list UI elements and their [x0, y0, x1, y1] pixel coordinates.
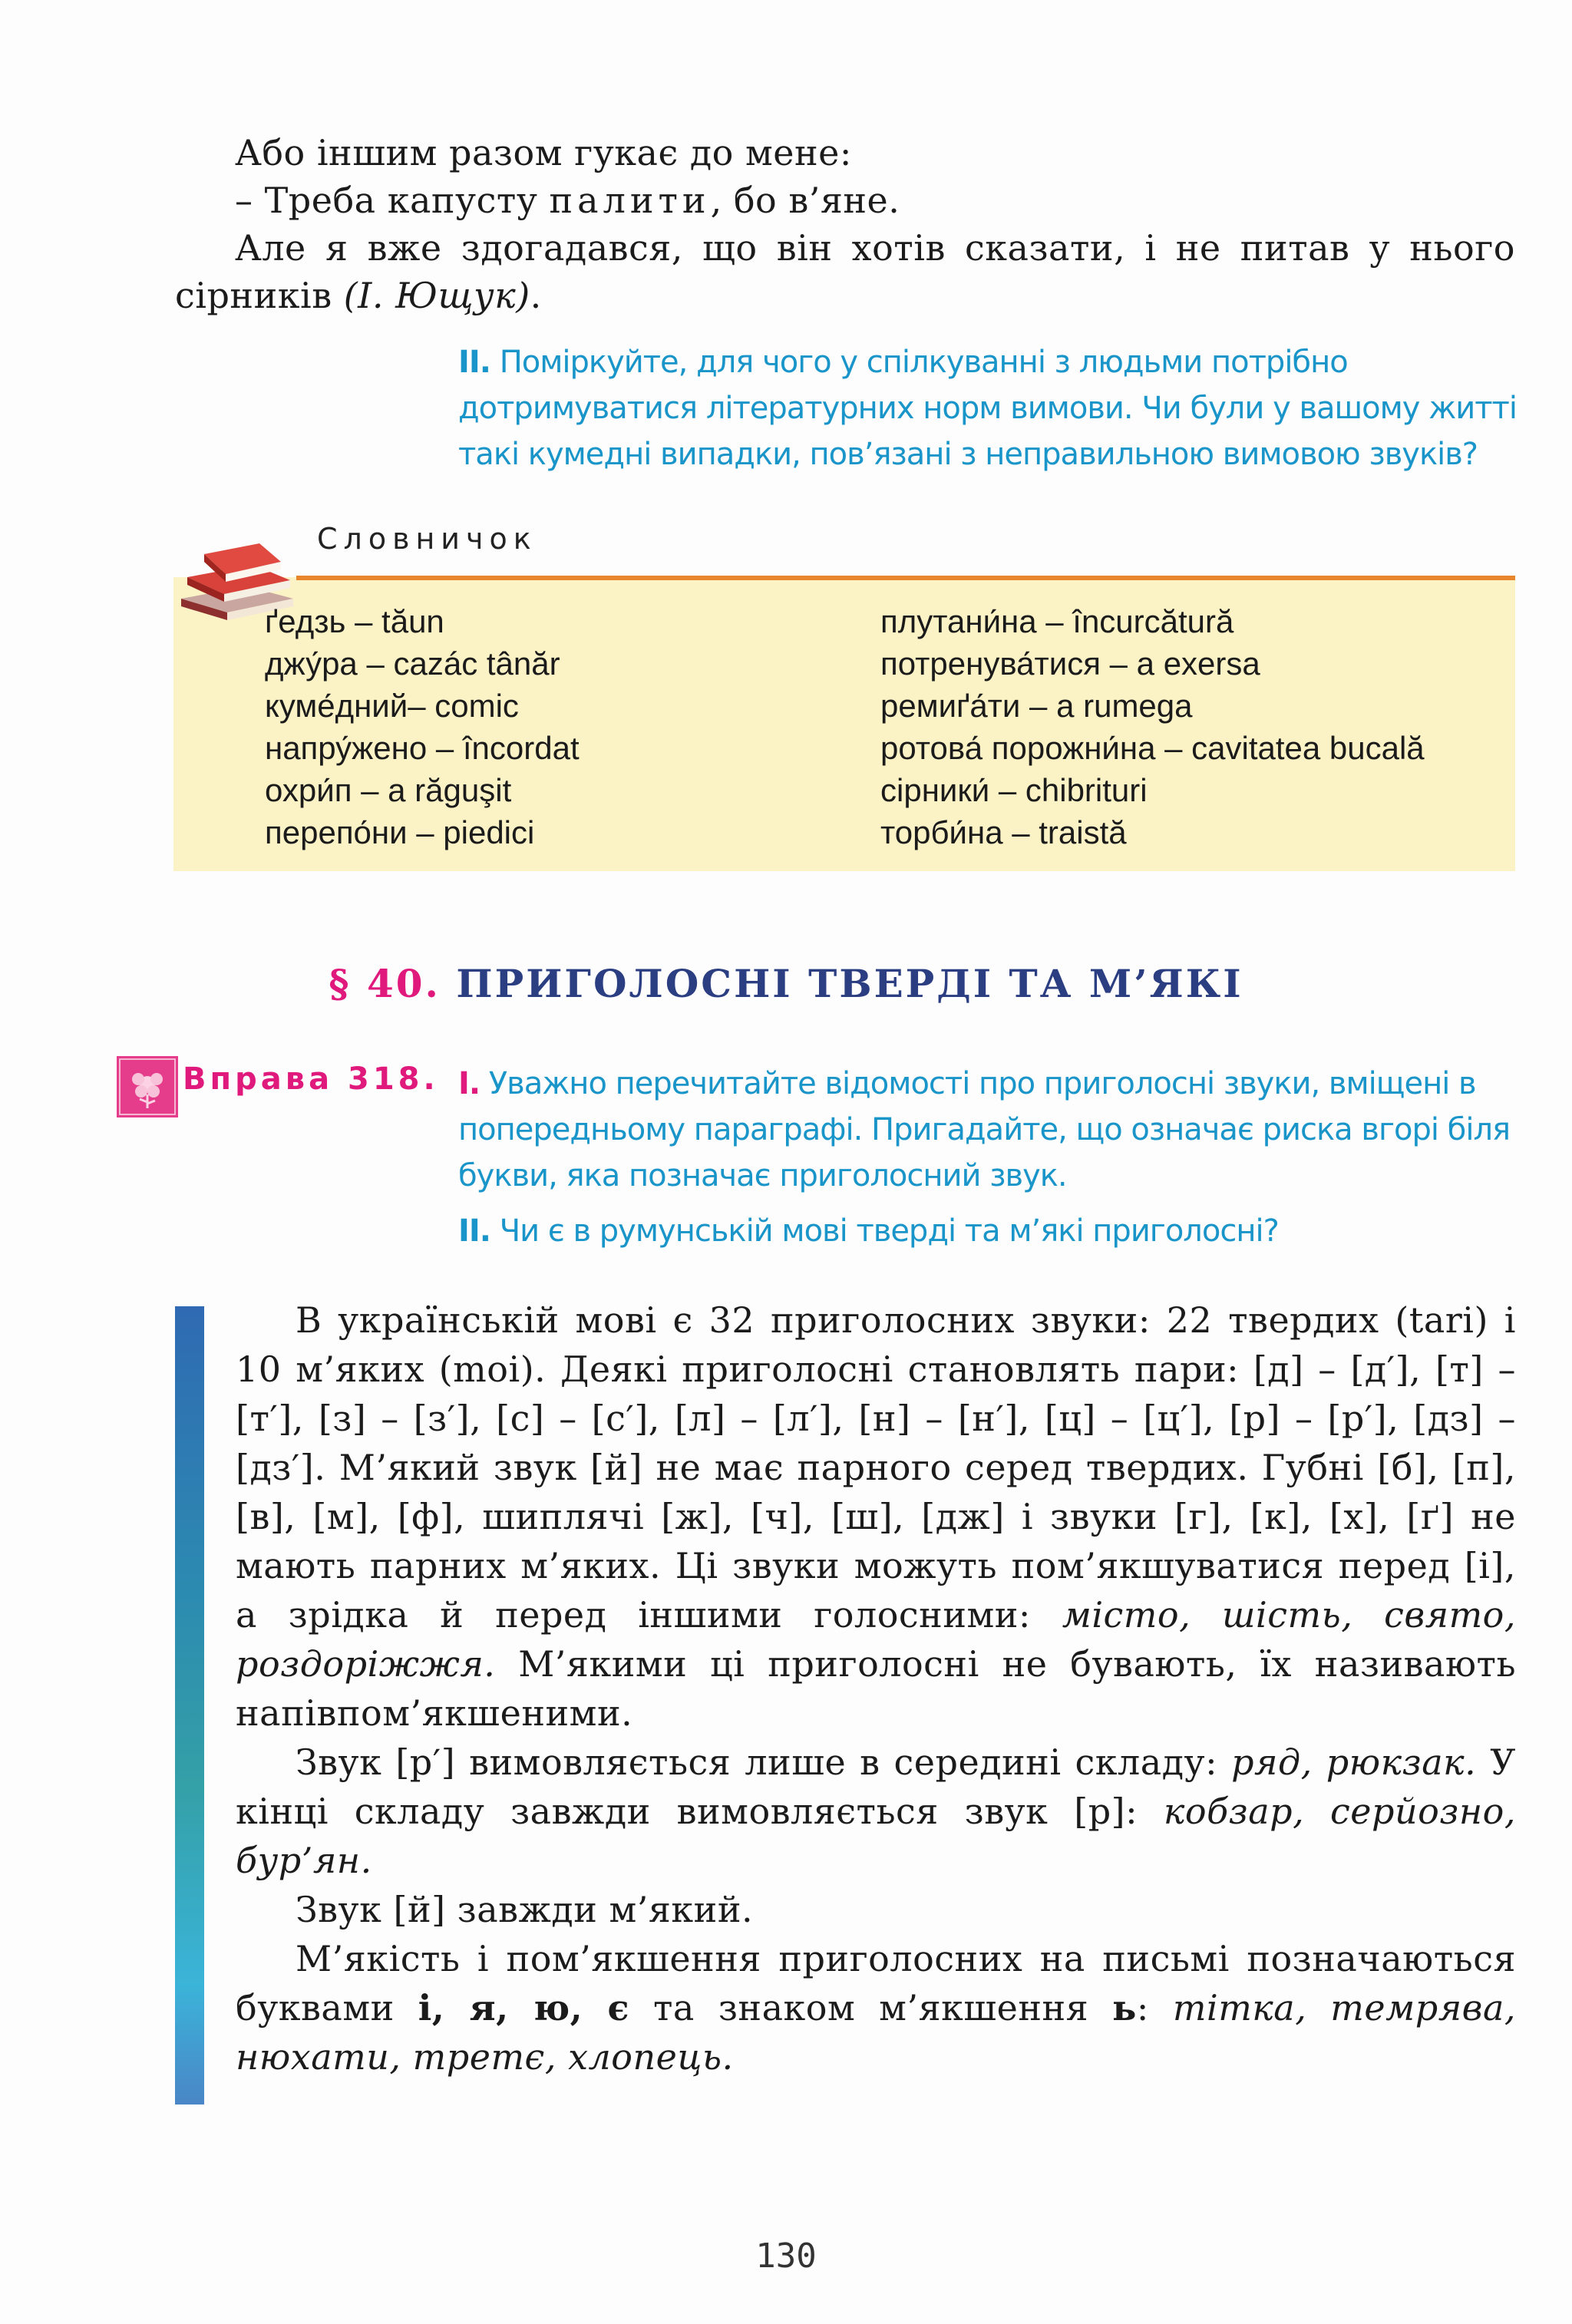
glossary-entry: торби́на – traistă — [880, 814, 1127, 850]
theory-examples: місто, шість, свято, роздоріжжя. — [236, 1594, 1517, 1685]
page-number: 130 — [755, 2237, 817, 2276]
exercise-task-2-roman: ІІ. — [458, 1213, 490, 1249]
theory-text: М’якими ці приголосні не бувають, їх називають напівпом’якшеними. — [236, 1643, 1516, 1734]
theory-block — [236, 1296, 1516, 2081]
spaced-word: палити — [549, 180, 711, 221]
theory-text: М’якість і пом’якшення приголосних на письмі позначаються буквами — [236, 1938, 1516, 2029]
top-line-2 — [175, 177, 1515, 224]
theory-paragraph-1 — [236, 1296, 1516, 1738]
section-title — [0, 961, 1572, 1006]
glossary-entry: охри́п – a răguşit — [265, 772, 512, 808]
theory-text: У кінці складу завжди вимовляється звук [р]: — [236, 1741, 1516, 1832]
exercise-task-1-roman: І. — [458, 1066, 481, 1101]
glossary-column-left — [265, 600, 580, 853]
glossary-entry: перепо́ни – piedici — [265, 814, 535, 850]
exercise-task-1-text: Уважно перечитайте відомості про приголосні звуки, вміщені в попередньому параграфі. Пригадайте, що означає риска вгорі біля букви, яка позначає приголосний звук. — [458, 1066, 1511, 1193]
glossary-entry: напру́жено – încordat — [265, 730, 580, 766]
top-line-2-suffix: , бо в’яне. — [710, 180, 900, 221]
exercise-task-2 — [458, 1208, 1521, 1254]
top-line-1: Або іншим разом гукає до мене: — [235, 132, 852, 173]
task-2 — [458, 339, 1518, 477]
top-text — [175, 129, 1515, 319]
exercise-text — [458, 1061, 1521, 1254]
glossary-entry: ґедзь – tăun — [265, 603, 444, 639]
citation: (І. Ющук) — [343, 275, 530, 316]
section-heading: ПРИГОЛОСНІ ТВЕРДІ ТА М’ЯКІ — [456, 961, 1243, 1006]
theory-side-bar — [175, 1306, 204, 2104]
theory-examples: кобзар, серйозно, бур’ян. — [236, 1791, 1516, 1881]
exercise-flower-icon — [117, 1056, 178, 1117]
top-line-3-end: . — [530, 275, 542, 316]
theory-text: В українській мові є 32 приголосних звуки: 22 твердих (tari) і 10 м’яких (moi). Деякі приголосні становлять пари: [д] – [д′], [т] – [т′], [з] – [з′], [с] – [с′], [л] – [л′], [н] – [н′], [ц] – [ц′], [р] – [р′], [дз] – [дз′]. М’який звук [й] не має парного серед твердих. Губні [б], [п], [в], [м], [ф], шиплячі [ж], [ч], [ш], [дж] і звуки [г], [к], [х], [ґ] не мають парних м’яких. Ці звуки можуть пом’якшуватися перед [і], а зрідка й перед іншими голосними: — [236, 1299, 1516, 1636]
glossary-column-right — [880, 600, 1425, 853]
theory-text: та знаком м’якшення — [629, 1987, 1113, 2029]
section-number: § 40. — [329, 961, 441, 1006]
glossary-entry: куме́дний– comic — [265, 688, 519, 724]
glossary-entry: джу́ра – cazác tânăr — [265, 645, 560, 682]
theory-paragraph-4 — [236, 1934, 1516, 2081]
glossary-entry: ротова́ порожни́на – cavitatea bucală — [880, 730, 1425, 766]
top-line-3-main: Але я вже здогадався, що він хотів сказати, і не питав у нього сірників — [175, 227, 1515, 316]
theory-examples: ряд, рюкзак. — [1231, 1741, 1477, 1783]
theory-paragraph-2 — [236, 1738, 1516, 1885]
exercise-task-1 — [458, 1061, 1521, 1199]
glossary — [173, 522, 1515, 871]
theory-text: : — [1136, 1987, 1173, 2029]
glossary-title: Словничок — [317, 522, 537, 556]
glossary-entry: ремиґа́ти – a rumega — [880, 688, 1193, 724]
top-line-2-prefix: – Треба капусту — [235, 180, 550, 221]
glossary-entry: сірники́ – chibrituri — [880, 772, 1148, 808]
glossary-entry: потренува́тися – a exersa — [880, 645, 1260, 682]
glossary-entry: плутани́на – încurcătură — [880, 603, 1234, 639]
theory-soft-sign: ь — [1112, 1987, 1137, 2029]
theory-letters: і, я, ю, є — [418, 1987, 630, 2029]
exercise-task-2-text: Чи є в румунській мові тверді та м’які приголосні? — [499, 1213, 1279, 1249]
theory-examples: тітка, темрява, нюхати, третє, хлопець. — [236, 1987, 1516, 2078]
exercise-label: Вправа 318. — [183, 1061, 439, 1097]
theory-paragraph-3: Звук [й] завжди м’який. — [296, 1889, 754, 1930]
theory-text: Звук [р′] вимовляється лише в середині складу: — [296, 1741, 1232, 1783]
task-2-roman: II. — [458, 345, 490, 380]
top-line-3 — [175, 224, 1515, 319]
glossary-divider — [296, 576, 1515, 580]
task-2-text: Поміркуйте, для чого у спілкуванні з людьми потрібно дотримуватися літературних норм вимови. Чи були у вашому житті такі кумедні випадки, пов’язані з неправильною вимовою звуків? — [458, 345, 1517, 472]
